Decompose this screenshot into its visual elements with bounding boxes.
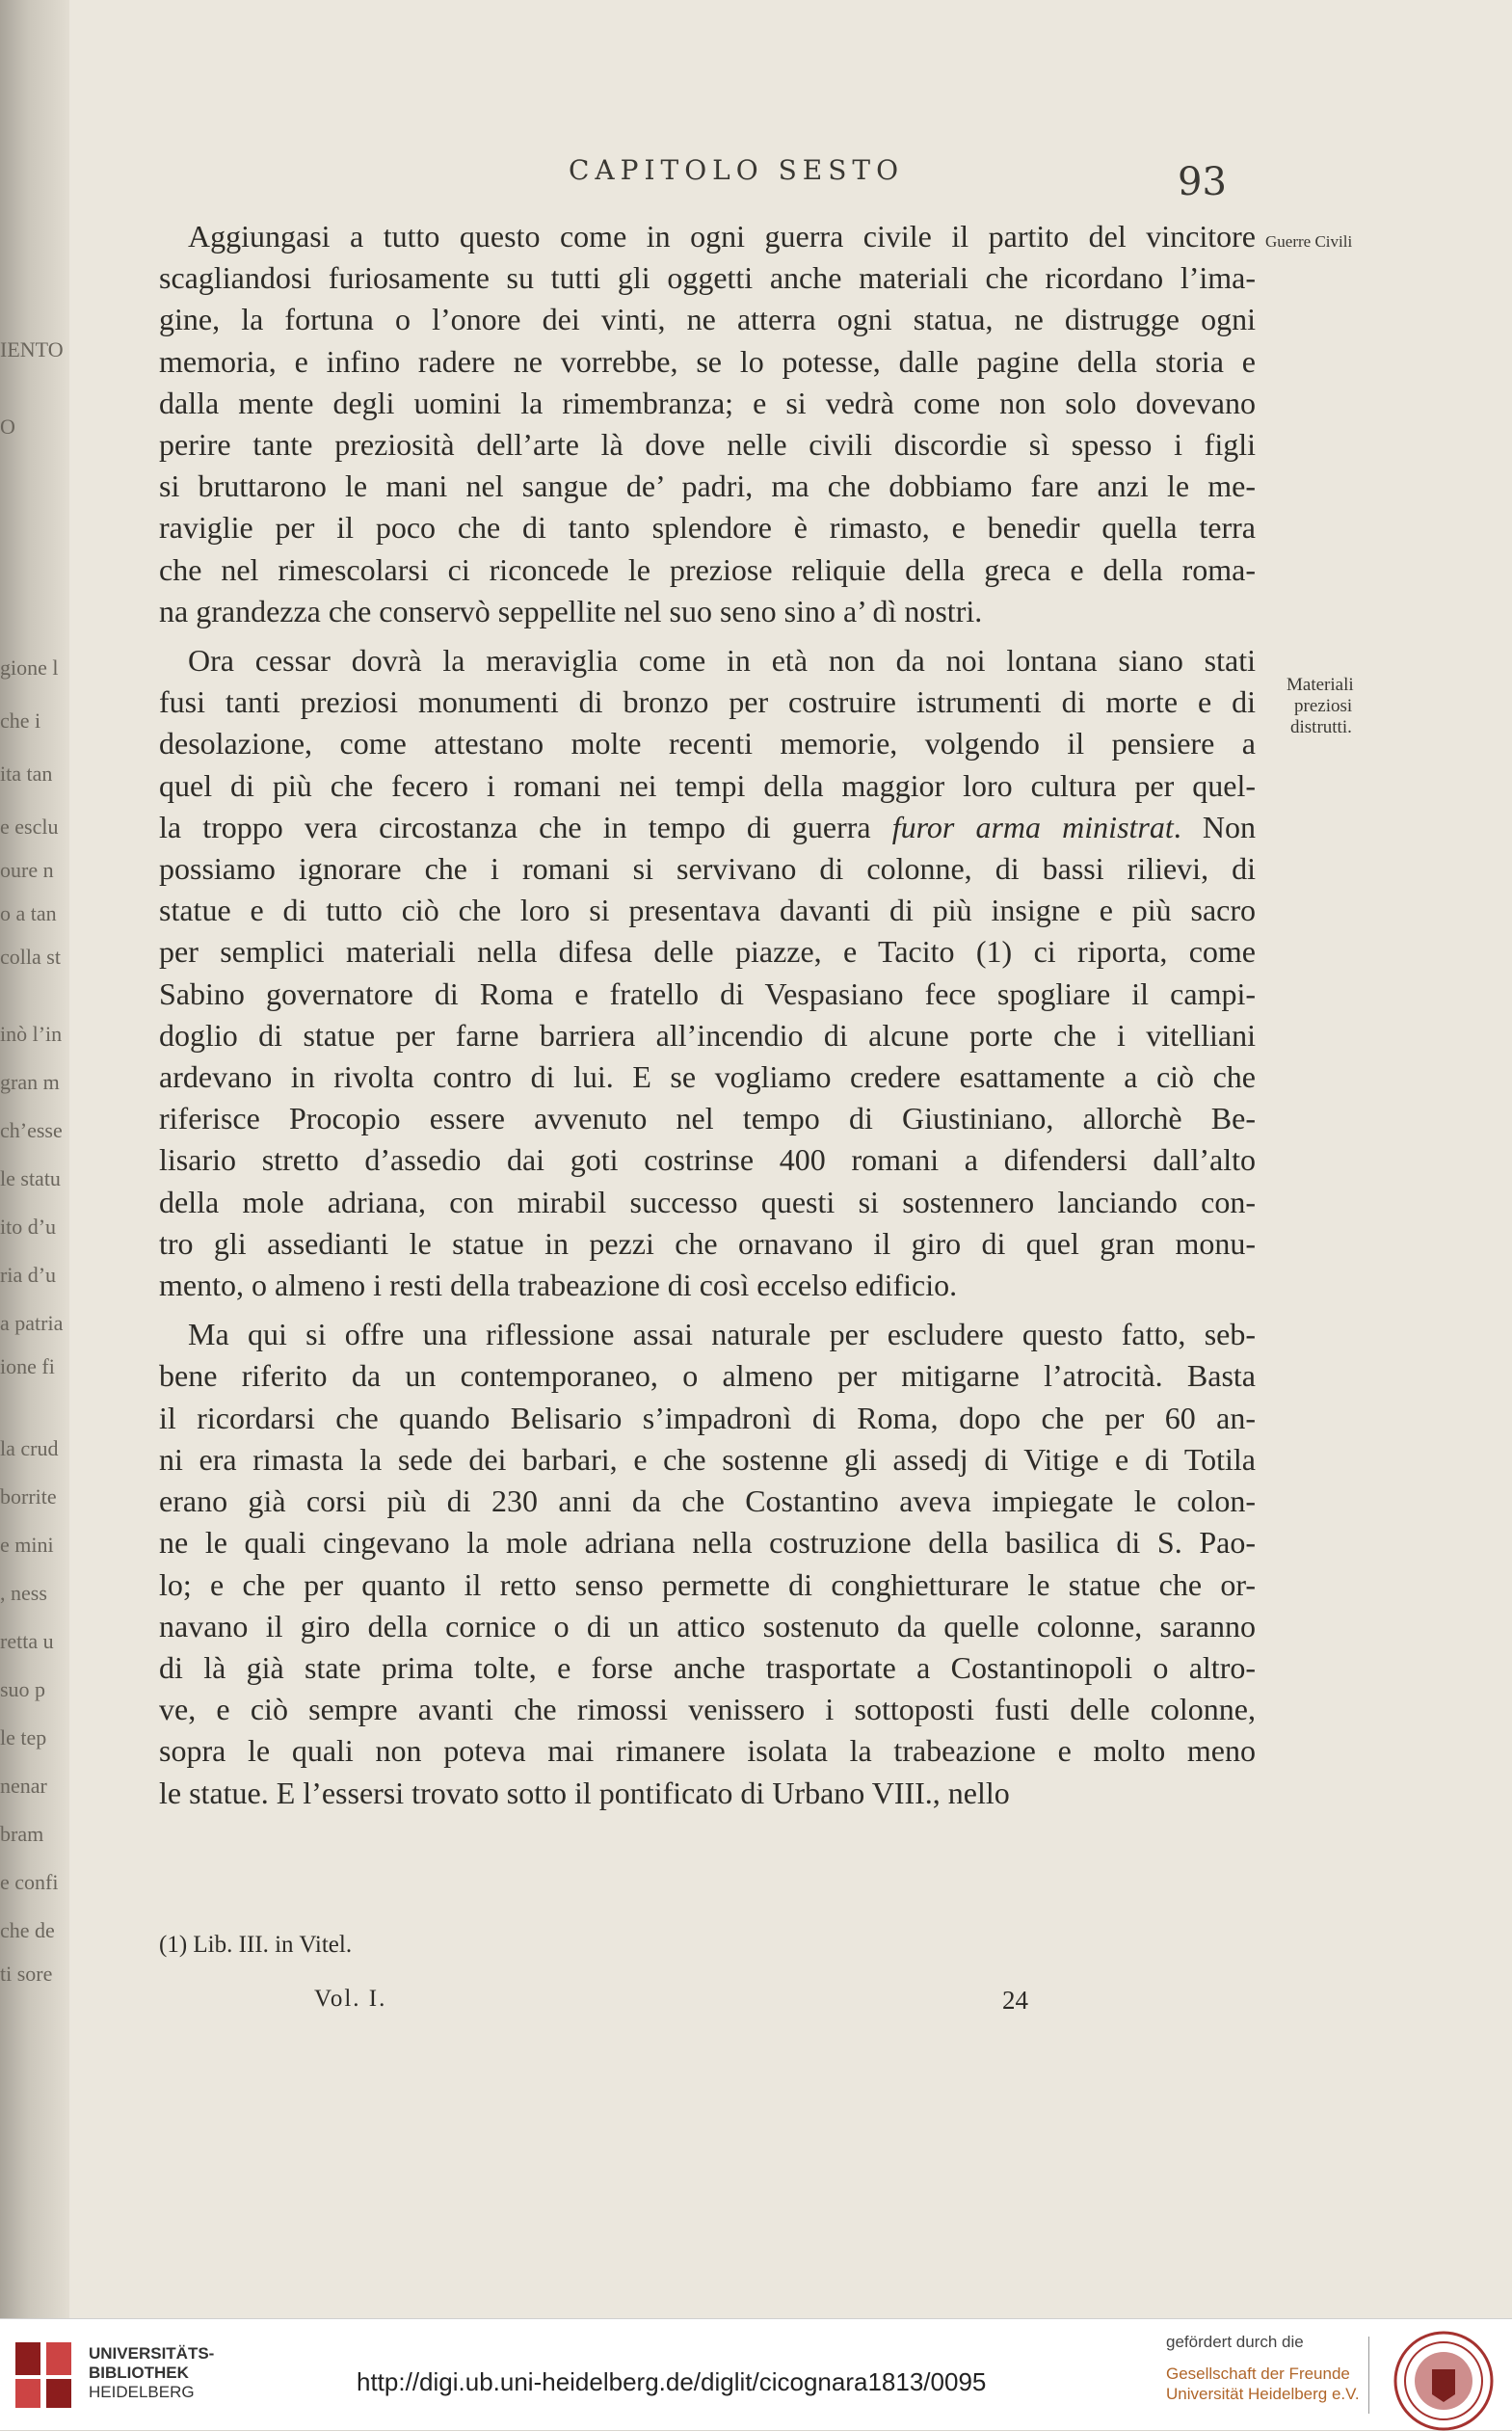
text-line: Ma qui si offre una riflessione assai naturale per escludere questo fatto, seb-	[188, 1317, 1256, 1352]
text-line: gine, la fortuna o l’onore dei vinti, ne atterra ogni statua, ne distrugge ogni	[159, 302, 1256, 337]
bleed-fragment: , ness	[0, 1581, 47, 1605]
text-line: le statue. E l’essersi trovato sotto il pontificato di Urbano VIII., nello	[159, 1775, 1010, 1810]
library-name	[89, 2344, 214, 2402]
text-line: ardevano in rivolta contro di lui. E se vogliamo credere esattamente a ciò che	[159, 1059, 1256, 1095]
margin-note-guerre-civili: Guerre Civili	[1265, 232, 1353, 251]
library-name-line: BIBLIOTHEK	[89, 2364, 189, 2382]
text-line: si bruttarono le mani nel sangue de’ padri, ma che dobbiamo fare anzi le me-	[159, 468, 1256, 504]
text-line: ve, e ciò sempre avanti che rimossi venissero i sottoposti fusti delle colonne,	[159, 1692, 1256, 1727]
text-line: fusi tanti preziosi monumenti di bronzo per costruire istrumenti di morte e di	[159, 684, 1256, 720]
text-line: riferisce Procopio essere avvenuto nel tempo di Giustiniano, allorchè Be-	[159, 1101, 1256, 1136]
text-line: dalla mente degli uomini la rimembranza; e si vedrà come non solo dovevano	[159, 385, 1256, 420]
library-logo-icon	[12, 2337, 79, 2414]
bleed-fragment: IENTO	[0, 337, 64, 361]
text-line: mento, o almeno i resti della trabeazione di così eccelso edificio.	[159, 1268, 958, 1303]
sponsor-label: gefördert durch die	[1166, 2333, 1304, 2351]
bleed-through-text	[0, 0, 87, 2318]
text-line: per semplici materiali nella difesa delle piazze, e Tacito (1) ci riporta, come	[159, 934, 1256, 970]
paragraph-3	[159, 1314, 1256, 1813]
text-line: scagliandosi furiosamente su tutti gli oggetti anche materiali che ricordano l’ima-	[159, 260, 1256, 296]
text-line: la troppo vera circostanza che in tempo di guerra furor arma ministrat. Non	[159, 809, 1257, 844]
bleed-fragment: inò l’in	[0, 1022, 63, 1046]
text-line: Aggiungasi a tutto questo come in ogni guerra civile il partito del vincitore	[188, 219, 1256, 254]
margin-note-line: Materiali	[1287, 675, 1354, 695]
text-line: erano già corsi più di 230 anni da che Costantino aveva impiegate le colon-	[159, 1483, 1256, 1519]
bleed-fragment: ria d’u	[0, 1263, 57, 1287]
bleed-fragment: O	[0, 414, 15, 439]
text-line: possiamo ignorare che i romani si servivano di colonne, di bassi rilievi, di	[159, 851, 1256, 887]
bleed-fragment: bram	[0, 1822, 44, 1846]
paragraph-1	[159, 216, 1256, 632]
bleed-fragment: e esclu	[0, 815, 59, 839]
running-head: CAPITOLO SESTO	[569, 154, 905, 186]
volume-signature: Vol. I.	[314, 1986, 387, 2012]
sponsor-name-line: Universität Heidelberg e.V.	[1166, 2385, 1360, 2403]
text-line: quel di più che fecero i romani nei tempi della maggior loro cultura per quel-	[159, 767, 1256, 803]
bleed-fragment: ita tan	[0, 761, 53, 786]
bleed-fragment: a patria	[0, 1311, 64, 1335]
text-line: Ora cessar dovrà la meraviglia come in età non da noi lontana siano stati	[188, 643, 1256, 679]
bleed-fragment: le tep	[0, 1725, 47, 1750]
text-line: che nel rimescolarsi ci riconcede le preziose reliquie della greca e della roma-	[159, 551, 1256, 587]
margin-note-line: distrutti.	[1290, 717, 1352, 737]
bleed-fragment: ch’esse	[0, 1118, 63, 1142]
sheet-signature: 24	[1002, 1986, 1028, 2015]
bleed-fragment: la crud	[0, 1436, 59, 1460]
text-line: sopra le quali non poteva mai rimanere isolata la trabeazione e molto meno	[159, 1733, 1256, 1769]
text-line: bene riferito da un contemporaneo, o almeno per mitigarne l’atrocità. Basta	[159, 1358, 1256, 1394]
bleed-fragment: nenar	[0, 1774, 47, 1798]
text-line: doglio di statue per farne barriera all’incendio di alcune porte che i vitelliani	[159, 1017, 1256, 1053]
text-line: lo; e che per quanto il retto senso permette di conghietturare le statue che or-	[159, 1566, 1256, 1602]
text-line: il ricordarsi che quando Belisario s’impadronì di Roma, dopo che per 60 an-	[159, 1400, 1256, 1435]
bleed-fragment: gran m	[0, 1070, 60, 1094]
sponsor-name	[1166, 2364, 1360, 2404]
text-line: della mole adriana, con mirabil successo questi si sostennero lanciando con-	[159, 1184, 1256, 1219]
bleed-fragment: e confi	[0, 1870, 59, 1894]
text-line: Sabino governatore di Roma e fratello di Vespasiano fece spogliare il campi-	[159, 975, 1256, 1011]
text-line: perire tante preziosità dell’arte là dove nelle civili discordie sì spesso i figli	[159, 427, 1256, 463]
university-seal-icon	[1393, 2331, 1494, 2431]
bleed-fragment: ione fi	[0, 1354, 55, 1378]
bleed-fragment: borrite	[0, 1484, 57, 1509]
bleed-fragment: ito d’u	[0, 1215, 57, 1239]
main-text	[159, 216, 1256, 1822]
text-line: di là già state prima tolte, e forse anche trasportate a Costantinopoli o altro-	[159, 1649, 1256, 1685]
bleed-fragment: o a tan	[0, 901, 57, 925]
text-line: na grandezza che conservò seppellite nel suo seno sino a’ dì nostri.	[159, 593, 983, 628]
text-line: raviglie per il poco che di tanto splendore è rimasto, e benedir quella terra	[159, 510, 1256, 546]
text-line: lisario stretto d’assedio dai goti costrinse 400 romani a difendersi dall’alto	[159, 1142, 1256, 1178]
bleed-fragment: colla st	[0, 945, 61, 969]
text-line: memoria, e infino radere ne vorrebbe, se lo potesse, dalle pagine della storia e	[159, 343, 1256, 379]
permalink-url[interactable]: http://digi.ub.uni-heidelberg.de/diglit/cicognara1813/0095	[357, 2367, 987, 2396]
bleed-fragment: ti sore	[0, 1962, 53, 1986]
bleed-fragment: e mini	[0, 1533, 54, 1557]
text-line: navano il giro della cornice o di un attico sostenuto da quelle colonne, saranno	[159, 1608, 1256, 1643]
italic-phrase: furor arma ministrat	[870, 809, 1174, 844]
sponsor-name-line: Gesellschaft der Freunde	[1166, 2364, 1350, 2383]
bleed-fragment: che de	[0, 1918, 55, 1942]
margin-note-materiali	[1287, 675, 1354, 738]
library-name-line: UNIVERSITÄTS-	[89, 2344, 215, 2363]
bleed-fragment: le statu	[0, 1166, 61, 1190]
footnote: (1) Lib. III. in Vitel.	[159, 1932, 353, 1958]
text-line: desolazione, come attestano molte recenti memorie, volgendo il pensiere a	[159, 726, 1256, 761]
paragraph-2	[159, 640, 1256, 1306]
bleed-fragment: oure n	[0, 858, 54, 882]
text-line: tro gli assedianti le statue in pezzi che ornavano il giro di quel gran monu-	[159, 1225, 1256, 1261]
bleed-fragment: retta u	[0, 1629, 54, 1653]
text-line: ne le quali cingevano la mole adriana nella costruzione della basilica di S. Pao-	[159, 1525, 1256, 1561]
digitization-footer	[0, 2318, 1512, 2430]
library-name-line: HEIDELBERG	[89, 2383, 195, 2401]
text-fragment: . Non	[1173, 809, 1257, 844]
text-line: ni era rimasta la sede dei barbari, e che sostenne gli assedj di Vitige e di Totila	[159, 1441, 1256, 1477]
bleed-fragment: gione l	[0, 655, 59, 680]
margin-note-line: preziosi	[1294, 696, 1353, 716]
bleed-fragment: che i	[0, 708, 41, 733]
divider	[1368, 2337, 1369, 2414]
page-number: 93	[1178, 160, 1227, 204]
text-line: statue e di tutto ciò che loro si presentava davanti di più insigne e più sacro	[159, 893, 1256, 928]
bleed-fragment: suo p	[0, 1677, 46, 1701]
